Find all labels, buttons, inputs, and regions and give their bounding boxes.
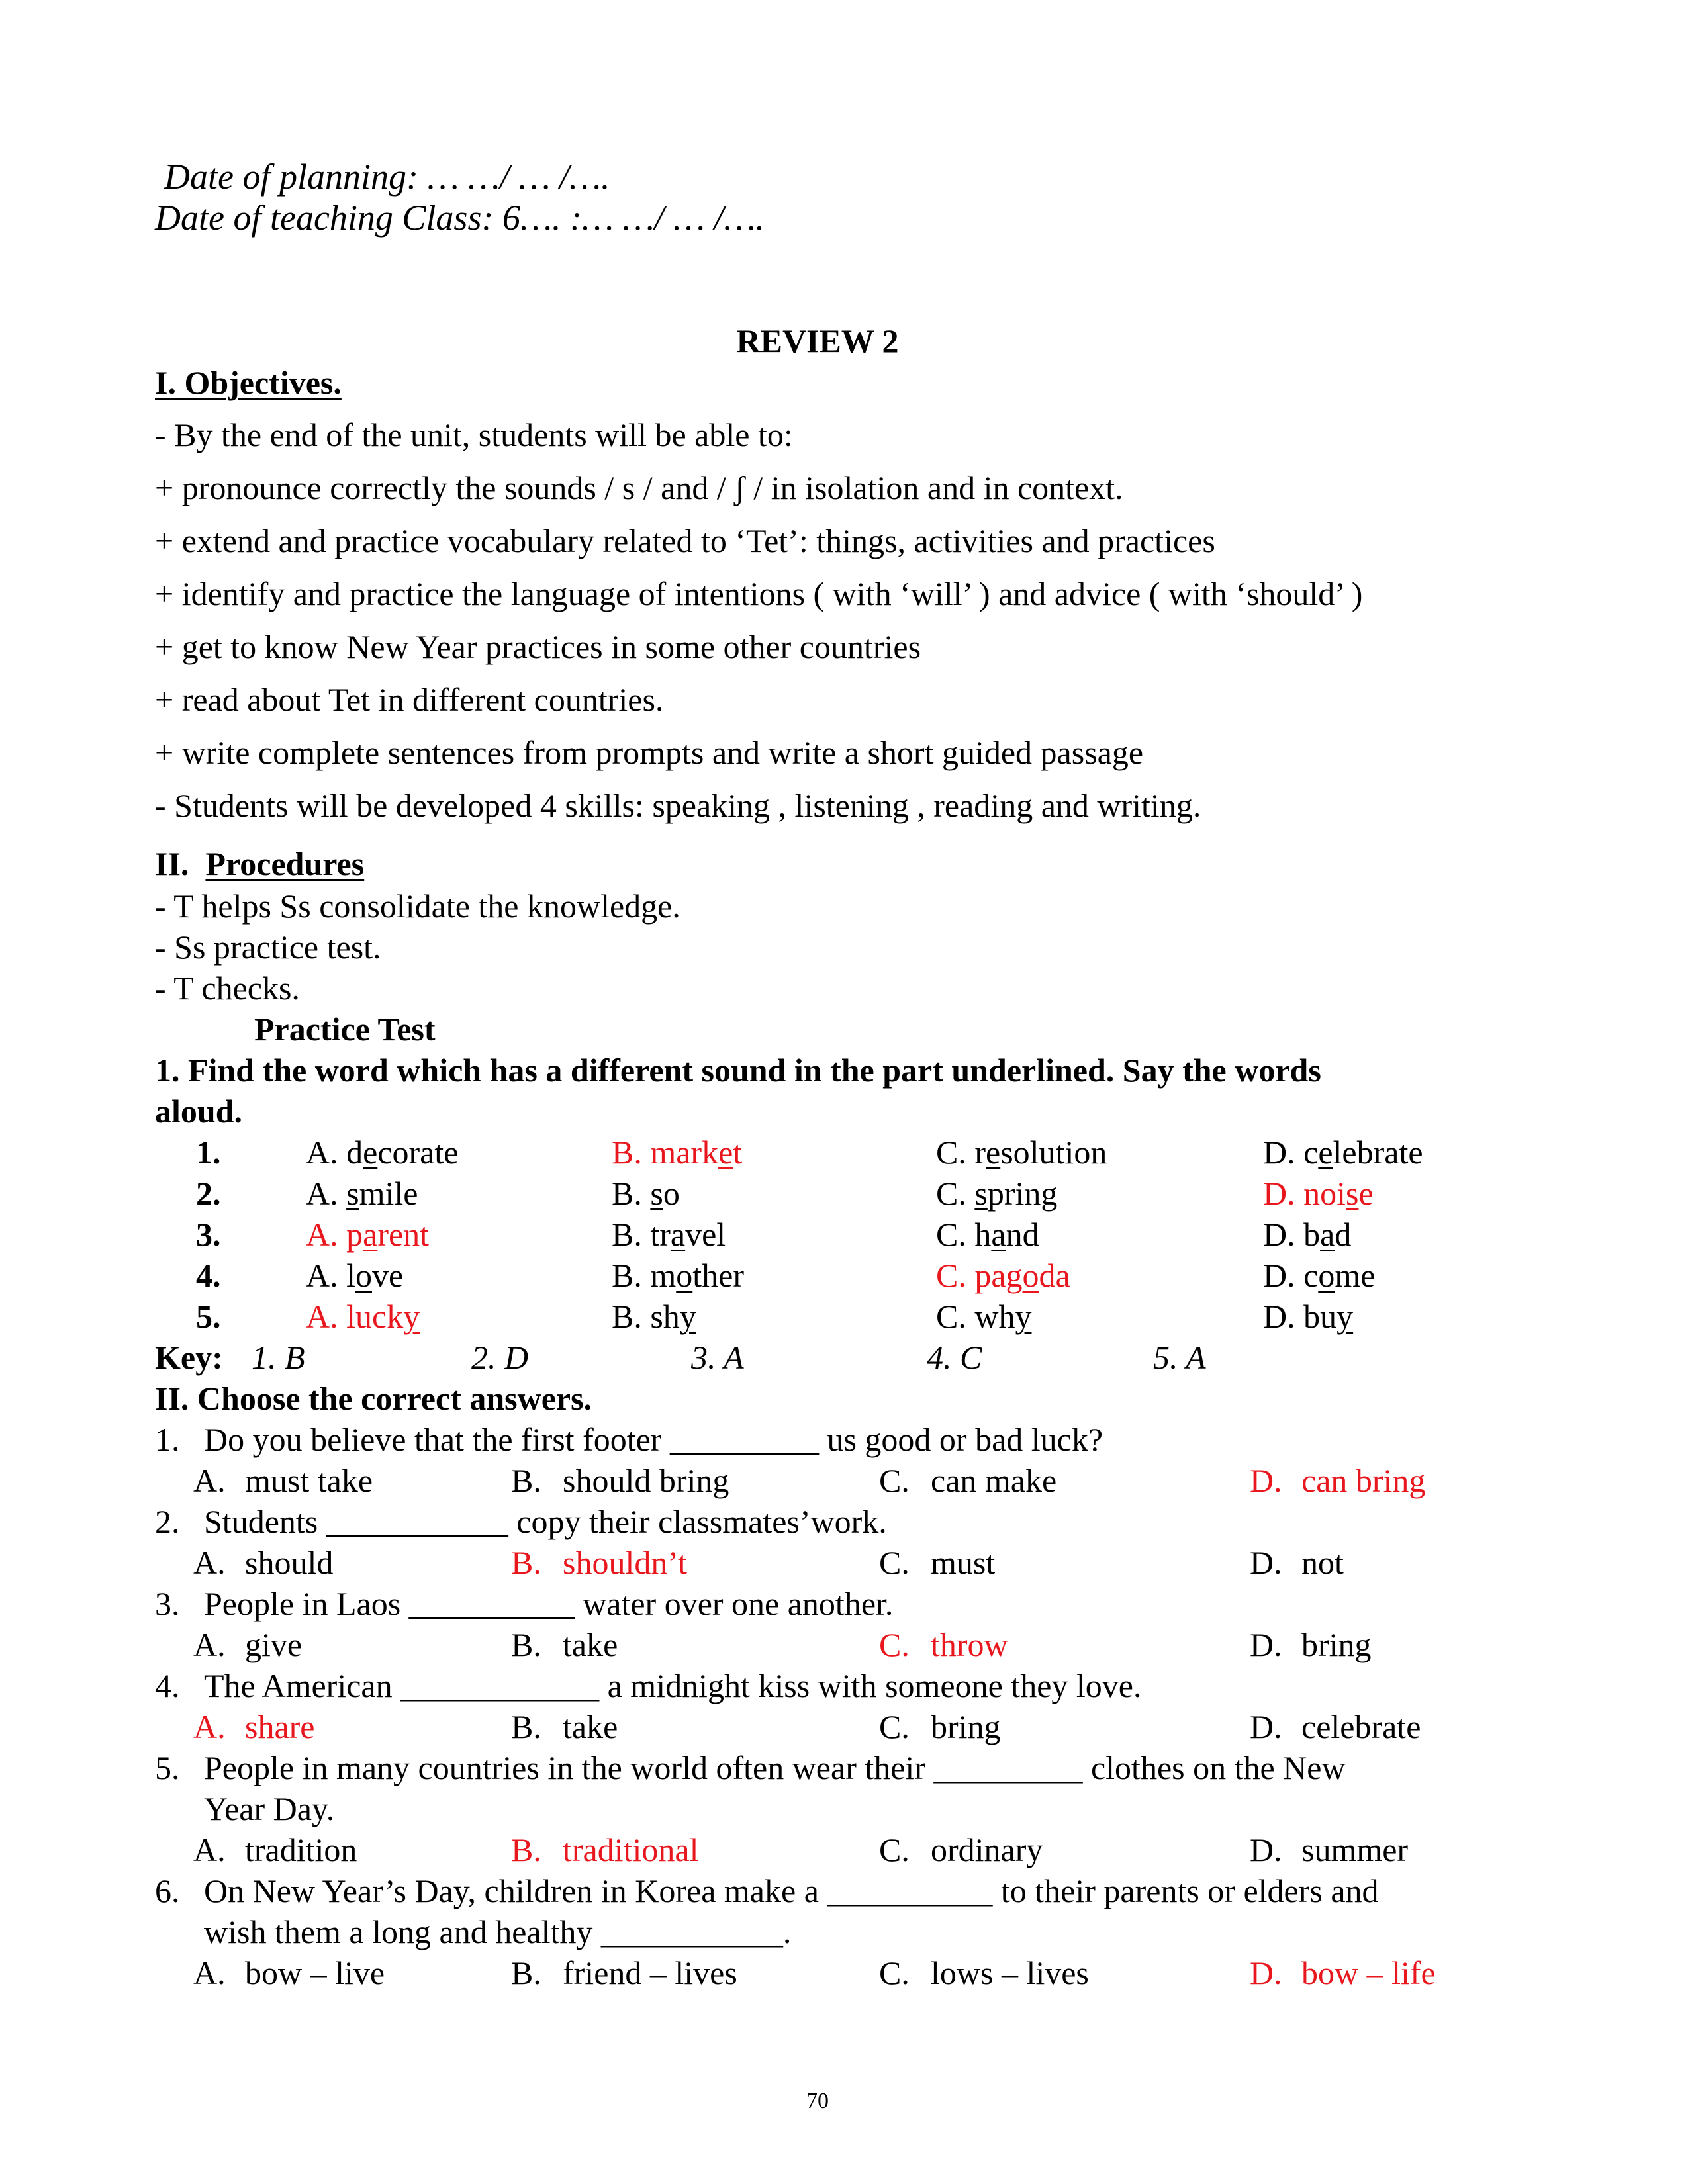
option-text: bring bbox=[931, 1708, 1001, 1745]
option-text: A. l bbox=[306, 1257, 355, 1294]
stem-text: us good or bad luck? bbox=[818, 1421, 1103, 1458]
question-number: 3. bbox=[155, 1585, 180, 1622]
section1-heading: 1. Find the word which has a different sound in the part underlined. Say the words bbox=[155, 1052, 1321, 1089]
option-letter: B. bbox=[511, 1831, 541, 1868]
option-text: B. m bbox=[612, 1257, 677, 1294]
answer-option bbox=[879, 1956, 1089, 1989]
option-letter: C. bbox=[879, 1708, 910, 1745]
question-number: 3. bbox=[196, 1216, 221, 1253]
option-letter: D. bbox=[1250, 1708, 1282, 1745]
underlined-letter: y bbox=[679, 1298, 696, 1335]
option-letter: D. bbox=[1250, 1831, 1282, 1868]
option-text: must bbox=[931, 1544, 996, 1581]
stem-text: Year Day. bbox=[204, 1790, 335, 1827]
stem-text: copy their classmates’work. bbox=[508, 1503, 887, 1540]
option-text: lebrate bbox=[1333, 1134, 1423, 1171]
option-text: share bbox=[245, 1708, 315, 1745]
option-text: B. bbox=[612, 1175, 651, 1212]
date-of-teaching: Date of teaching Class: 6…. :… …/ … /…. bbox=[155, 198, 765, 238]
underlined-letter: y bbox=[1336, 1298, 1354, 1335]
objective-line: - By the end of the unit, students will be able to: bbox=[155, 416, 793, 453]
question-number: 6. bbox=[155, 1872, 180, 1909]
objective-line: + read about Tet in different countries. bbox=[155, 681, 664, 718]
option-text: throw bbox=[931, 1626, 1008, 1663]
option-text: ther bbox=[692, 1257, 744, 1294]
answer-option bbox=[612, 1218, 726, 1251]
stem-text: Do you believe that the first footer bbox=[204, 1421, 670, 1458]
stem-text: to their parents or elders and bbox=[992, 1872, 1379, 1909]
blank: __________ bbox=[408, 1585, 575, 1622]
option-text: me bbox=[1335, 1257, 1376, 1294]
answer-option bbox=[193, 1956, 385, 1989]
blank: _________ bbox=[669, 1421, 819, 1458]
section2-heading: II. Choose the correct answers. bbox=[155, 1380, 592, 1417]
option-text: d bbox=[1335, 1216, 1352, 1253]
procedure-line: - T checks. bbox=[155, 970, 300, 1007]
answer-option bbox=[193, 1628, 302, 1661]
answer-option-correct bbox=[1250, 1464, 1425, 1497]
answer-option bbox=[1263, 1136, 1423, 1169]
question-stem bbox=[204, 1669, 1141, 1702]
option-letter: A. bbox=[193, 1831, 226, 1868]
option-text: A. luck bbox=[306, 1298, 404, 1335]
option-text: pring bbox=[987, 1175, 1058, 1212]
question-number: 2. bbox=[196, 1175, 221, 1212]
question-stem bbox=[204, 1874, 1379, 1907]
option-text: solution bbox=[1000, 1134, 1107, 1171]
question-number: 5. bbox=[196, 1298, 221, 1335]
key-label: Key: bbox=[155, 1339, 223, 1376]
option-letter: A. bbox=[193, 1708, 226, 1745]
key-value: 4. C bbox=[927, 1339, 982, 1376]
objective-line: + write complete sentences from prompts and write a short guided passage bbox=[155, 734, 1144, 771]
answer-option bbox=[306, 1136, 458, 1169]
answer-option bbox=[193, 1546, 333, 1579]
question-number: 2. bbox=[155, 1503, 180, 1540]
stem-text: Students bbox=[204, 1503, 326, 1540]
option-letter: A. bbox=[193, 1462, 226, 1499]
option-letter: B. bbox=[511, 1954, 541, 1991]
objectives-heading: I. Objectives. bbox=[155, 364, 342, 401]
answer-option bbox=[1263, 1300, 1353, 1333]
answer-option-correct bbox=[193, 1710, 315, 1743]
question-stem bbox=[204, 1915, 791, 1948]
option-text: ve bbox=[372, 1257, 404, 1294]
option-text: should bbox=[245, 1544, 334, 1581]
option-text: bow – life bbox=[1301, 1954, 1436, 1991]
option-letter: C. bbox=[879, 1954, 910, 1991]
question-number: 4. bbox=[155, 1667, 180, 1704]
answer-option bbox=[193, 1833, 357, 1866]
answer-option-correct bbox=[1250, 1956, 1436, 1989]
option-text: B. sh bbox=[612, 1298, 680, 1335]
answer-option bbox=[511, 1956, 737, 1989]
option-text: should bring bbox=[563, 1462, 729, 1499]
option-text: nd bbox=[1006, 1216, 1039, 1253]
key-value: 1. B bbox=[252, 1339, 305, 1376]
option-letter: C. bbox=[879, 1831, 910, 1868]
procedures-title: Procedures bbox=[205, 845, 365, 882]
option-text: D. b bbox=[1263, 1216, 1321, 1253]
option-text: lows – lives bbox=[931, 1954, 1089, 1991]
answer-option bbox=[511, 1628, 618, 1661]
question-number: 4. bbox=[196, 1257, 221, 1294]
option-text: bring bbox=[1301, 1626, 1372, 1663]
underlined-letter: y bbox=[1015, 1298, 1032, 1335]
underlined-letter: e bbox=[363, 1134, 378, 1171]
option-text: corate bbox=[377, 1134, 459, 1171]
answer-option bbox=[1250, 1546, 1344, 1579]
option-text: can bring bbox=[1301, 1462, 1426, 1499]
option-text: A. p bbox=[306, 1216, 363, 1253]
question-stem bbox=[204, 1751, 1346, 1784]
option-letter: B. bbox=[511, 1462, 541, 1499]
answer-option-correct bbox=[1263, 1177, 1374, 1210]
option-text: can make bbox=[931, 1462, 1057, 1499]
option-text: traditional bbox=[563, 1831, 699, 1868]
underlined-letter: e bbox=[1318, 1134, 1333, 1171]
option-text: ordinary bbox=[931, 1831, 1043, 1868]
option-letter: B. bbox=[511, 1708, 541, 1745]
answer-option bbox=[879, 1464, 1056, 1497]
answer-option-correct bbox=[879, 1628, 1008, 1661]
option-letter: C. bbox=[879, 1626, 910, 1663]
practice-test-title: Practice Test bbox=[254, 1011, 436, 1048]
stem-text: On New Year’s Day, children in Korea make a bbox=[204, 1872, 827, 1909]
page-number: 70 bbox=[806, 2089, 829, 2113]
stem-text: water over one another. bbox=[574, 1585, 894, 1622]
option-text: D. c bbox=[1263, 1257, 1319, 1294]
answer-option bbox=[936, 1300, 1031, 1333]
option-letter: A. bbox=[193, 1954, 226, 1991]
option-text: e bbox=[1358, 1175, 1374, 1212]
option-text: o bbox=[663, 1175, 680, 1212]
underlined-letter: a bbox=[991, 1216, 1006, 1253]
option-text: shouldn’t bbox=[563, 1544, 687, 1581]
option-text: B. tr bbox=[612, 1216, 671, 1253]
question-stem bbox=[204, 1505, 887, 1538]
option-letter: D. bbox=[1250, 1954, 1282, 1991]
answer-option-correct bbox=[306, 1300, 420, 1333]
underlined-letter: o bbox=[1318, 1257, 1335, 1294]
question-number: 1. bbox=[155, 1421, 180, 1458]
underlined-letter: e bbox=[718, 1134, 733, 1171]
procedure-line: - Ss practice test. bbox=[155, 929, 381, 966]
option-text: take bbox=[563, 1626, 618, 1663]
stem-text: wish them a long and healthy bbox=[204, 1913, 601, 1950]
option-text: C. h bbox=[936, 1216, 992, 1253]
objective-line: - Students will be developed 4 skills: speaking , listening , reading and writing. bbox=[155, 787, 1201, 824]
procedures-number: II. bbox=[155, 845, 189, 882]
question-number: 5. bbox=[155, 1749, 180, 1786]
answer-option bbox=[936, 1177, 1057, 1210]
underlined-letter: s bbox=[1346, 1175, 1359, 1212]
answer-option-correct bbox=[612, 1136, 742, 1169]
option-text: must take bbox=[245, 1462, 373, 1499]
answer-option bbox=[936, 1136, 1107, 1169]
option-text: friend – lives bbox=[563, 1954, 737, 1991]
blank: ____________ bbox=[400, 1667, 600, 1704]
stem-text: The American bbox=[204, 1667, 401, 1704]
objective-line: + pronounce correctly the sounds / s / and / ʃ / in isolation and in context. bbox=[155, 469, 1123, 506]
option-text: D. bu bbox=[1263, 1298, 1337, 1335]
answer-option bbox=[612, 1300, 696, 1333]
option-text: rent bbox=[377, 1216, 430, 1253]
key-value: 3. A bbox=[691, 1339, 744, 1376]
stem-text: People in Laos bbox=[204, 1585, 409, 1622]
option-text: celebrate bbox=[1301, 1708, 1421, 1745]
answer-option bbox=[1263, 1218, 1351, 1251]
underlined-letter: e bbox=[986, 1134, 1001, 1171]
answer-option-correct bbox=[306, 1218, 429, 1251]
answer-option bbox=[936, 1218, 1039, 1251]
option-text: summer bbox=[1301, 1831, 1409, 1868]
underlined-letter: o bbox=[676, 1257, 693, 1294]
option-text: C. r bbox=[936, 1134, 986, 1171]
page-title: REVIEW 2 bbox=[736, 322, 899, 359]
blank: ___________ bbox=[600, 1913, 783, 1950]
option-text: vel bbox=[685, 1216, 726, 1253]
procedures-heading bbox=[155, 847, 364, 880]
option-letter: D. bbox=[1250, 1544, 1282, 1581]
stem-text: People in many countries in the world often wear their bbox=[204, 1749, 934, 1786]
question-stem bbox=[204, 1423, 1103, 1456]
key-value: 5. A bbox=[1153, 1339, 1206, 1376]
stem-text: . bbox=[782, 1913, 792, 1950]
answer-option bbox=[612, 1259, 744, 1292]
answer-option bbox=[306, 1177, 418, 1210]
option-text: C. wh bbox=[936, 1298, 1015, 1335]
answer-option bbox=[879, 1833, 1043, 1866]
option-text: tradition bbox=[245, 1831, 357, 1868]
option-text: B. mark bbox=[612, 1134, 719, 1171]
answer-option bbox=[1250, 1628, 1372, 1661]
option-letter: B. bbox=[511, 1544, 541, 1581]
underlined-letter: a bbox=[1320, 1216, 1335, 1253]
answer-option bbox=[1250, 1833, 1408, 1866]
answer-option bbox=[511, 1464, 729, 1497]
question-number: 1. bbox=[196, 1134, 221, 1171]
objective-line: + extend and practice vocabulary related to ‘Tet’: things, activities and practices bbox=[155, 522, 1215, 559]
underlined-letter: s bbox=[974, 1175, 988, 1212]
option-text: C. pag bbox=[936, 1257, 1023, 1294]
answer-option bbox=[511, 1710, 618, 1743]
option-text: A. d bbox=[306, 1134, 363, 1171]
blank: _________ bbox=[933, 1749, 1083, 1786]
option-text: D. noi bbox=[1263, 1175, 1346, 1212]
answer-option bbox=[879, 1710, 1001, 1743]
answer-option-correct bbox=[936, 1259, 1070, 1292]
option-text: A. bbox=[306, 1175, 347, 1212]
section1-heading-cont: aloud. bbox=[155, 1093, 243, 1130]
answer-option bbox=[879, 1546, 995, 1579]
option-text: take bbox=[563, 1708, 618, 1745]
option-text: C. bbox=[936, 1175, 975, 1212]
underlined-letter: o bbox=[355, 1257, 372, 1294]
option-letter: D. bbox=[1250, 1626, 1282, 1663]
option-text: D. c bbox=[1263, 1134, 1319, 1171]
date-of-planning: Date of planning: … …/ … /…. bbox=[164, 157, 610, 197]
stem-text: clothes on the New bbox=[1082, 1749, 1346, 1786]
underlined-letter: a bbox=[363, 1216, 378, 1253]
underlined-letter: o bbox=[1022, 1257, 1039, 1294]
stem-text: a midnight kiss with someone they love. bbox=[599, 1667, 1142, 1704]
answer-option bbox=[612, 1177, 680, 1210]
answer-option-correct bbox=[511, 1833, 699, 1866]
underlined-letter: s bbox=[650, 1175, 663, 1212]
option-letter: C. bbox=[879, 1544, 910, 1581]
option-text: bow – live bbox=[245, 1954, 385, 1991]
objective-line: + identify and practice the language of intentions ( with ‘will’ ) and advice ( with ‘should’ ) bbox=[155, 575, 1363, 612]
question-stem bbox=[204, 1587, 893, 1620]
underlined-letter: s bbox=[346, 1175, 359, 1212]
answer-option-correct bbox=[511, 1546, 687, 1579]
underlined-letter: a bbox=[670, 1216, 686, 1253]
blank: __________ bbox=[827, 1872, 993, 1909]
option-letter: D. bbox=[1250, 1462, 1282, 1499]
answer-option bbox=[306, 1259, 403, 1292]
answer-option bbox=[1263, 1259, 1375, 1292]
option-letter: C. bbox=[879, 1462, 910, 1499]
procedure-line: - T helps Ss consolidate the knowledge. bbox=[155, 887, 680, 925]
blank: ___________ bbox=[326, 1503, 508, 1540]
question-stem bbox=[204, 1792, 334, 1825]
key-value: 2. D bbox=[471, 1339, 529, 1376]
underlined-letter: y bbox=[403, 1298, 420, 1335]
option-text: not bbox=[1301, 1544, 1344, 1581]
option-letter: B. bbox=[511, 1626, 541, 1663]
option-text: da bbox=[1039, 1257, 1070, 1294]
option-text: t bbox=[733, 1134, 743, 1171]
answer-option bbox=[193, 1464, 373, 1497]
objective-line: + get to know New Year practices in some other countries bbox=[155, 628, 921, 665]
answer-option bbox=[1250, 1710, 1421, 1743]
option-letter: A. bbox=[193, 1544, 226, 1581]
option-letter: A. bbox=[193, 1626, 226, 1663]
option-text: give bbox=[245, 1626, 303, 1663]
option-text: mile bbox=[359, 1175, 418, 1212]
